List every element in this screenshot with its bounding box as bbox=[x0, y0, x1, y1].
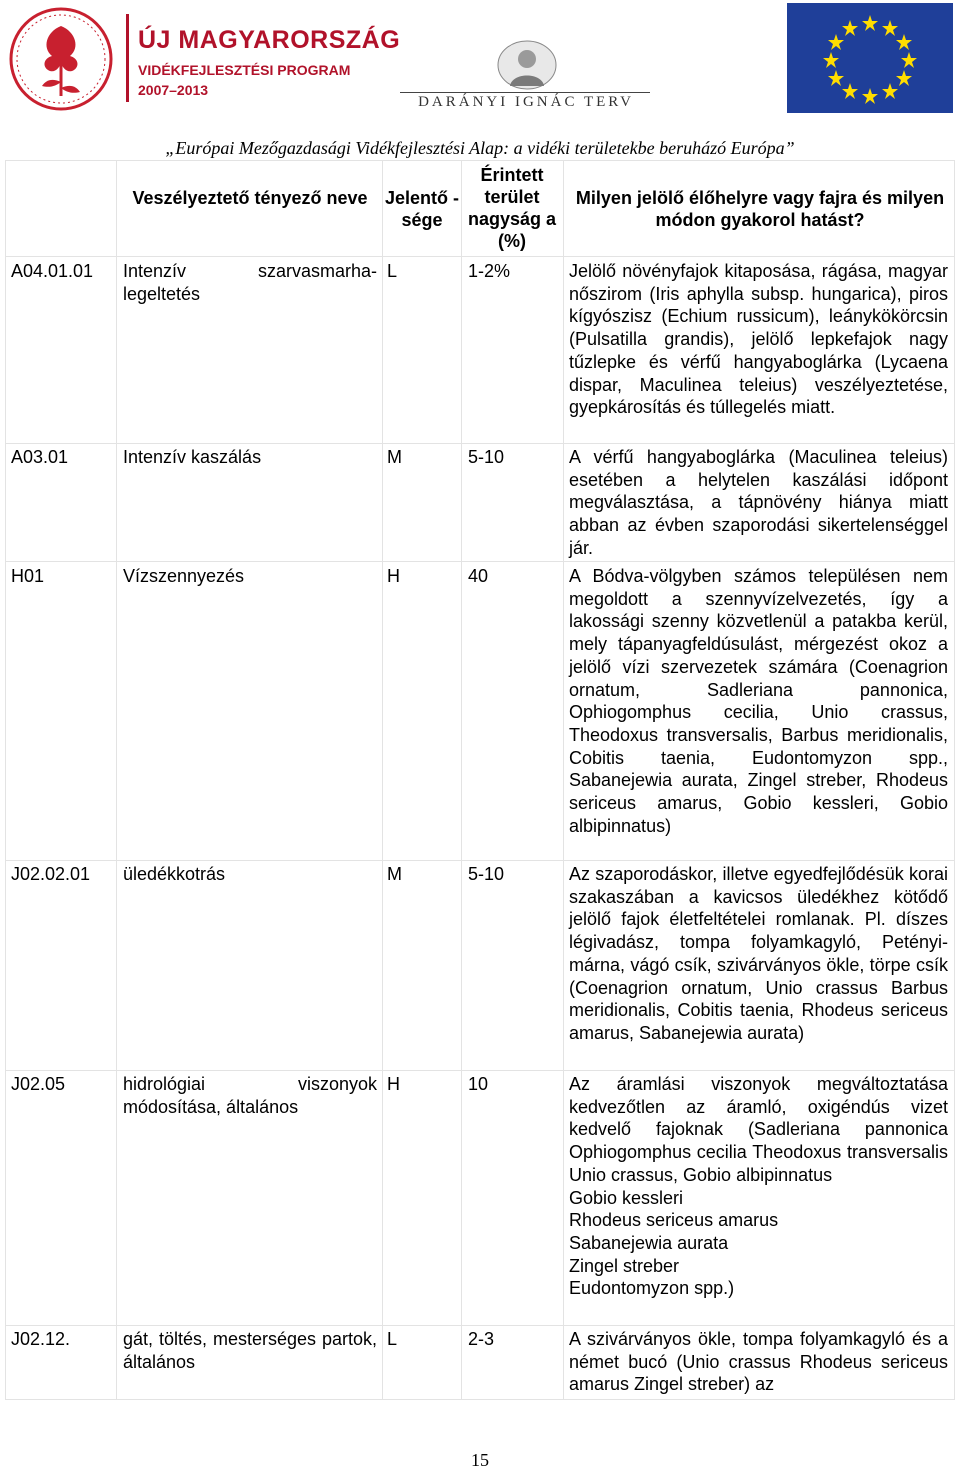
daranyi-ignac-terv-logo bbox=[400, 40, 660, 115]
header-impact: Milyen jelölő élőhelyre vagy fajra és milyen módon gyakorol hatást? bbox=[575, 188, 945, 230]
table-rule bbox=[5, 561, 955, 562]
logo-rule bbox=[400, 92, 650, 93]
header-significance: Jelentő -sége bbox=[385, 188, 460, 230]
logo-divider bbox=[126, 14, 129, 102]
table-row-code: J02.02.01 bbox=[11, 864, 91, 884]
table-row-impact: Az szaporodáskor, illetve egyedfejlődésük korai szakaszában a kavicsos üledékhez kötődő jelölő fajok életfeltételei romlanak. Pl. díszes légivadász, tompa folyamkagyló, Petényi-márna, vágó csík, szivárványos ökle, törpe csík (Coenagrion ornatum, Unio crassus Barbus meridionalis, Cobitis taenia, Rhodeus sericeus amarus, Sabanejewia aurata) bbox=[569, 864, 948, 1043]
impact-paragraph: Az áramlási viszonyok megváltoztatása kedvezőtlen az áramló, oxigéndús vizet kedvelő fajoknak (Sadleriana pannonica Ophiogomphus cecilia Theodoxus transversalis Unio crassus, Gobio albipinnatus bbox=[569, 1074, 948, 1185]
table-rule bbox=[5, 443, 955, 444]
table-row-significance: M bbox=[387, 447, 402, 467]
fund-subtitle: „Európai Mezőgazdasági Vidékfejlesztési Alap: a vidéki területekbe beruházó Európa” bbox=[165, 138, 795, 158]
table-row-significance: H bbox=[387, 1074, 400, 1094]
program-years: 2007–2013 bbox=[138, 82, 209, 98]
table-rule bbox=[954, 160, 955, 1400]
table-rule bbox=[5, 1325, 955, 1326]
table-row-area: 2-3 bbox=[468, 1329, 495, 1349]
table-row-name: Vízszennyezés bbox=[123, 566, 245, 586]
table-row-significance: L bbox=[387, 261, 398, 281]
table-rule bbox=[5, 160, 6, 1400]
table-rule bbox=[5, 1399, 955, 1400]
table-row-significance: M bbox=[387, 864, 402, 884]
table-row-impact bbox=[569, 1073, 948, 1300]
table-row-area: 5-10 bbox=[468, 447, 505, 467]
portrait-icon bbox=[496, 40, 558, 90]
table-row-name: üledékkotrás bbox=[123, 864, 226, 884]
rose-emblem-icon bbox=[6, 4, 116, 114]
table-row-impact: A szivárványos ökle, tompa folyamkagyló és a német bucó (Unio crassus Rhodeus sericeus amarus Zingel streber) az bbox=[569, 1329, 948, 1395]
threat-table bbox=[5, 160, 955, 1400]
table-rule bbox=[5, 1070, 955, 1071]
program-title: ÚJ MAGYARORSZÁG bbox=[138, 26, 401, 54]
eu-flag-icon bbox=[787, 3, 953, 113]
table-row-area: 10 bbox=[468, 1074, 489, 1094]
table-rule bbox=[563, 160, 564, 1400]
table-row-name: Intenzív kaszálás bbox=[123, 447, 262, 467]
uj-magyarorszag-logo bbox=[6, 4, 116, 114]
table-row-impact: A Bódva-völgyben számos településen nem megoldott a szennyvízelvezetés, így a lakossági szenny közvetlenül a patakba kerül, mely tápanyagfeldúsulást, mérgezést okoz a jelölő vízi szervezetek számára (Coenagrion ornatum, Sadleriana pannonica, Ophiogomphus cecilia, Unio crassus, Theodoxus transversalis, Barbus meridionalis, Cobitis taenia, Eudontomyzon spp., Sabanejewia aurata, Zingel streber, Rhodeus sericeus amarus, Gobio kessleri, Gobio albipinnatus) bbox=[569, 566, 948, 836]
table-row-name: gát, töltés, mesterséges partok, általános bbox=[123, 1329, 377, 1372]
page-number: 15 bbox=[471, 1450, 489, 1470]
header-name: Veszélyeztető tényező neve bbox=[132, 188, 368, 208]
impact-line: Rhodeus sericeus amarus bbox=[569, 1210, 779, 1231]
table-row-area: 5-10 bbox=[468, 864, 505, 884]
table-row-impact: A vérfű hangyaboglárka (Maculinea teleius) esetében a helytelen kaszálási időpont megválasztása, a tápnövény hiánya miatt abban az évben szaporodási sikertelenséggel jár. bbox=[569, 447, 948, 558]
header-area: Érintett terület nagyság a (%) bbox=[467, 165, 557, 251]
table-rule bbox=[5, 860, 955, 861]
impact-line: Gobio kessleri bbox=[569, 1187, 684, 1208]
table-row-code: J02.05 bbox=[11, 1074, 66, 1094]
table-row-code: A03.01 bbox=[11, 447, 69, 467]
impact-line: Zingel streber bbox=[569, 1255, 680, 1276]
table-row-code: H01 bbox=[11, 566, 45, 586]
impact-line: Sabanejewia aurata bbox=[569, 1232, 729, 1253]
table-row-name: Intenzív szarvasmarha-legeltetés bbox=[123, 261, 377, 304]
table-rule bbox=[5, 160, 955, 161]
impact-line: Eudontomyzon spp.) bbox=[569, 1278, 735, 1299]
plan-name: DARÁNYI IGNÁC TERV bbox=[418, 94, 634, 110]
table-row-name: hidrológiai viszonyok módosítása, általános bbox=[123, 1074, 377, 1117]
table-row-significance: L bbox=[387, 1329, 398, 1349]
table-row-code: J02.12. bbox=[11, 1329, 71, 1349]
table-row-impact: Jelölő növényfajok kitaposása, rágása, magyar nőszirom (Iris aphylla subsp. hungarica), piros kígyószisz (Echium russicum), leánykökörcsin (Pulsatilla grandis), jelölő lepkefajok nagy tűzlepke és vérfű hangyaboglárka (Lycaena dispar, Maculinea teleius) veszélyeztetése, gyepkárosítás és túllegelés miatt. bbox=[569, 261, 948, 418]
table-row-code: A04.01.01 bbox=[11, 261, 94, 281]
table-rule bbox=[5, 256, 955, 257]
program-logo bbox=[126, 14, 401, 104]
program-subtitle: VIDÉKFEJLESZTÉSI PROGRAM bbox=[138, 62, 351, 78]
table-rule bbox=[461, 160, 462, 1400]
table-rule bbox=[382, 160, 383, 1400]
table-row-significance: H bbox=[387, 566, 400, 586]
table-rule bbox=[116, 160, 117, 1400]
table-row-area: 40 bbox=[468, 566, 489, 586]
table-row-area: 1-2% bbox=[468, 261, 511, 281]
